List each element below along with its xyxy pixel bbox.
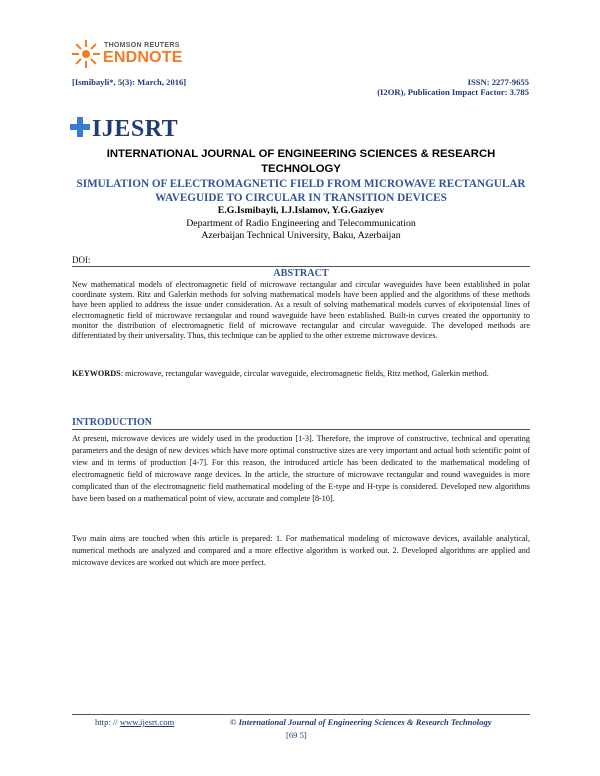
page-number: [69 5] [286, 730, 307, 740]
journal-logo-text: IJESRT [92, 116, 179, 142]
endnote-sunburst-icon [72, 40, 100, 68]
journal-website-link[interactable]: www.ijesrt.com [119, 717, 175, 727]
issn-header: ISSN: 2277-9655 [467, 77, 529, 87]
abstract-text: New mathematical models of electromagnetic field of microwave rectangular and circular waveguides have been established in polar coordinate system. Ritz and Galerkin methods for solving mathematical models have been applied and the algorithms of these methods have been applied to address the issue under consideration. As a result of solving mathematical models curves of ekvipotensial lines of electromagnetic field of microwave rectangular and round waveguide have been established. Built-in curves created the opportunity to monitor the distribution of electromagnetic field of microwave rectangular and circular waveguide. The developed methods are differentiated by their universality. Thus, this technique can be applied to the other extreme microwave devices. [72, 280, 530, 341]
impact-factor-header: (I2OR), Publication Impact Factor: 3.785 [377, 87, 529, 97]
endnote-logo [72, 38, 192, 70]
medical-plus-icon [70, 117, 90, 137]
introduction-heading: INTRODUCTION [72, 417, 530, 430]
logo-brand-text: ENDNOTE [103, 49, 183, 66]
logo-publisher-text: THOMSON REUTERS [104, 42, 180, 49]
footer-copyright: © International Journal of Engineering Sciences & Research Technology [230, 717, 492, 727]
keywords [72, 369, 530, 379]
footer-divider [72, 714, 530, 715]
introduction-paragraph-2: Two main aims are touched when this article is prepared: 1. For mathematical modeling of microwave devices, available analytical, numerical methods are analyzed and compared and a more effective algorithm is worked out. 2. Developed algorithms are applied and microwave devices are worked out which are more perfect. [72, 534, 530, 568]
journal-name: INTERNATIONAL JOURNAL OF ENGINEERING SCIENCES & RESEARCH TECHNOLOGY [106, 148, 496, 175]
divider [72, 266, 530, 267]
affiliation [72, 218, 530, 242]
doi-label: DOI: [72, 255, 91, 265]
footer-url [95, 717, 174, 727]
citation-header: [Ismibayli*, 5(3): March, 2016] [72, 77, 187, 87]
affiliation-department: Department of Radio Engineering and Telecommunication [186, 218, 416, 229]
abstract-heading: ABSTRACT [273, 268, 329, 279]
introduction-paragraph-1: At present, microwave devices are widely used in the production [1-3]. Therefore, the improve of constructive, technical and operating parameters and the design of new devices which have more optimal constructive sizes are very important and actual both scientific point of view and in terms of production [4-7]. For this reason, the introduced article has been dedicated to the mathematical modeling of electromagnetic field of microwave range devices. In the article, the structure of microwave rectangular and round waveguides is more complicated than of the electromagnetic field mathematical modeling of the E-type and H-type is considered. Developed new algorithms have been based on a mathematical point of view, accurate and complete [8-10]. [72, 434, 530, 504]
keywords-label: KEYWORDS [72, 369, 121, 378]
footer-url-prefix: http: // [95, 717, 120, 727]
authors: E.G.Ismibayli, I.J.Islamov, Y.G.Gaziyev [217, 205, 385, 216]
paper-title: SIMULATION OF ELECTROMAGNETIC FIELD FROM MICROWAVE RECTANGULAR WAVEGUIDE TO CIRCULAR IN TRANSITION DEVICES [76, 178, 526, 204]
keywords-text: : microwave, rectangular waveguide, circular waveguide, electromagnetic fields, Ritz method, Galerkin method. [120, 369, 489, 378]
affiliation-university: Azerbaijan Technical University, Baku, Azerbaijan [201, 230, 401, 241]
